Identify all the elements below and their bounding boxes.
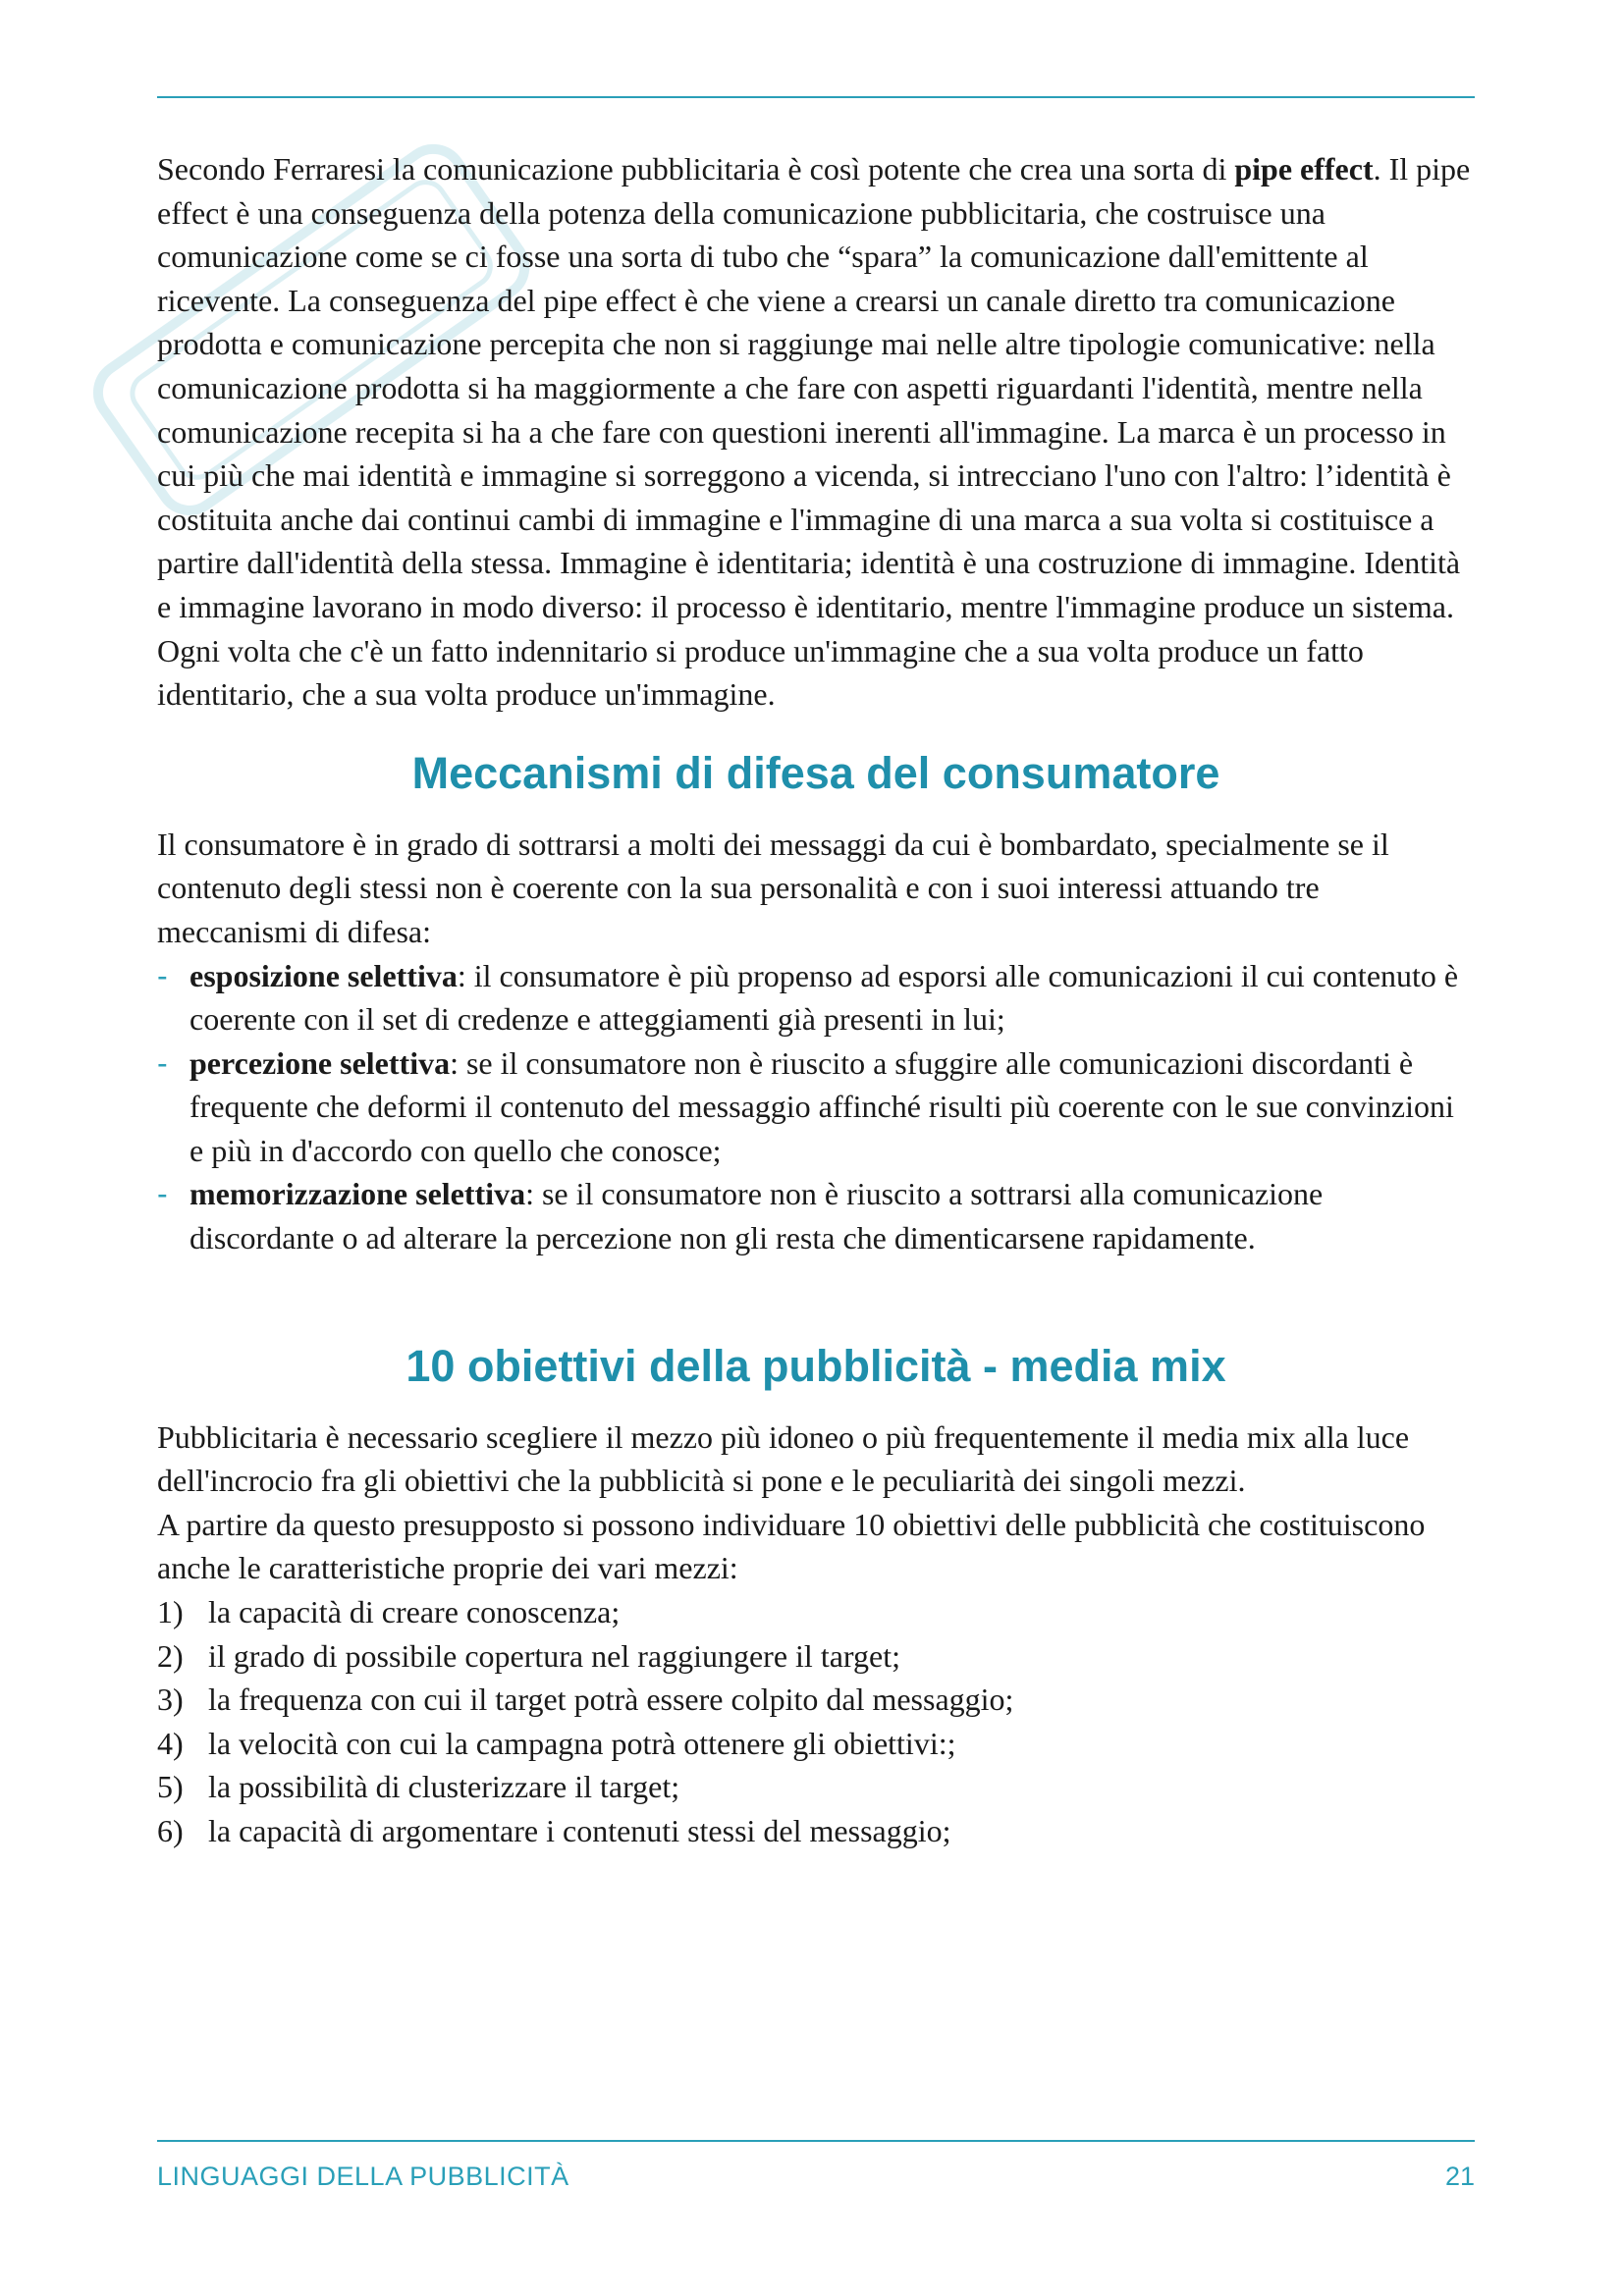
section-intro-objectives: Pubblicitaria è necessario scegliere il mezzo più idoneo o più frequentemente il media mix alla luce dell'incrocio fra gli obiettivi che la pubblicità si pone e le peculiarità dei singoli mezzi. <box>157 1418 1410 1499</box>
list-item <box>157 1678 1475 1722</box>
list-item-term: esposizione selettiva <box>189 957 458 993</box>
list-number: 4) <box>157 1725 184 1761</box>
list-number: 2) <box>157 1637 184 1674</box>
list-item-term: memorizzazione selettiva <box>189 1176 526 1212</box>
header-rule <box>157 96 1475 98</box>
dash-bullet: - <box>157 957 168 993</box>
footer-title: LINGUAGGI DELLA PUBBLICITÀ <box>157 2162 569 2191</box>
list-item <box>157 1634 1475 1679</box>
list-item <box>157 1172 1475 1259</box>
objectives-list <box>157 1590 1475 1853</box>
dash-bullet: - <box>157 1044 168 1081</box>
paragraph-text: . Il pipe effect è una conseguenza della potenza della comunicazione pubblicitaria, che costruisce una comunicazione come se ci fosse una sorta di tubo che “spara” la comunicazione dall'emittente al ricevente. La conseguenza del pipe effect è che viene a crearsi un canale diretto tra comunicazione prodotta e comunicazione percepita che non si raggiunge mai nelle altre tipologie comunicative: nella comunicazione prodotta si ha maggiormente a che fare con aspetti riguardanti l'identità, mentre nella comunicazione recepita si ha a che fare con questioni inerenti all'immagine. La marca è un processo in cui più che mai identità e immagine si sorreggono a vicenda, si intrecciano l'uno con l'altro: l’identità è costituita anche dai continui cambi di immagine e l'immagine di una marca a sua volta si costituisce a partire dall'identità della stessa. Immagine è identitaria; identità è una costruzione di immagine. Identità e immagine lavorano in modo diverso: il processo è identitario, mentre l'immagine produce un sistema. Ogni volta che c'è un fatto indennitario si produce un'immagine che a sua volta produce un fatto identitario, che a sua volta produce un'immagine. <box>157 151 1471 713</box>
list-item-text: la frequenza con cui il target potrà essere colpito dal messaggio; <box>208 1682 1014 1718</box>
list-item-text: la capacità di argomentare i contenuti stessi del messaggio; <box>208 1813 951 1848</box>
list-item-text: la possibilità di clusterizzare il target; <box>208 1769 680 1805</box>
list-item <box>157 1590 1475 1634</box>
list-item-text: la velocità con cui la campagna potrà ottenere gli obiettivi:; <box>208 1725 956 1761</box>
list-number: 1) <box>157 1594 184 1630</box>
dash-bullet: - <box>157 1176 168 1212</box>
paragraph-pipe-effect <box>157 147 1475 717</box>
paragraph-text: Secondo Ferraresi la comunicazione pubblicitaria è così potente che crea una sorta di <box>157 151 1235 187</box>
section-heading-defense: Meccanismi di difesa del consumatore <box>411 747 1220 798</box>
section-intro-objectives-2: A partire da questo presupposto si possono individuare 10 obiettivi delle pubblicità che costituiscono anche le caratteristiche proprie dei vari mezzi: <box>157 1506 1426 1586</box>
list-item-text: la capacità di creare conoscenza; <box>208 1594 621 1630</box>
bold-term-pipe-effect: pipe effect <box>1234 151 1374 187</box>
list-item-text: : il consumatore è più propenso ad esporsi alle comunicazioni il cui contenuto è coerente con il set di credenze e atteggiamenti già presenti in lui; <box>189 957 1459 1038</box>
list-item <box>157 1809 1475 1853</box>
list-item <box>157 1722 1475 1766</box>
list-item <box>157 1041 1475 1173</box>
footer-rule <box>157 2140 1475 2142</box>
list-item <box>157 1765 1475 1809</box>
list-item <box>157 954 1475 1041</box>
section-heading-objectives: 10 obiettivi della pubblicità - media mix <box>406 1340 1226 1391</box>
defense-mechanisms-list <box>157 954 1475 1260</box>
list-item-text: : se il consumatore non è riuscito a sottrarsi alla comunicazione discordante o ad alterare la percezione non gli resta che dimenticarsene rapidamente. <box>189 1176 1324 1256</box>
list-number: 5) <box>157 1769 184 1805</box>
list-item-term: percezione selettiva <box>189 1044 451 1081</box>
list-number: 3) <box>157 1682 184 1718</box>
page-number: 21 <box>1444 2162 1475 2191</box>
list-number: 6) <box>157 1813 184 1848</box>
page-content <box>157 147 1475 1853</box>
section-intro-defense: Il consumatore è in grado di sottrarsi a molti dei messaggi da cui è bombardato, specialmente se il contenuto degli stessi non è coerente con la sua personalità e con i suoi interessi attuando tre meccanismi di difesa: <box>157 826 1389 949</box>
list-item-text: : se il consumatore non è riuscito a sfuggire alle comunicazioni discordanti è frequente che deformi il contenuto del messaggio affinché risulti più coerente con le sue convinzioni e più in d'accordo con quello che conosce; <box>189 1044 1454 1168</box>
list-item-text: il grado di possibile copertura nel raggiungere il target; <box>208 1637 900 1674</box>
